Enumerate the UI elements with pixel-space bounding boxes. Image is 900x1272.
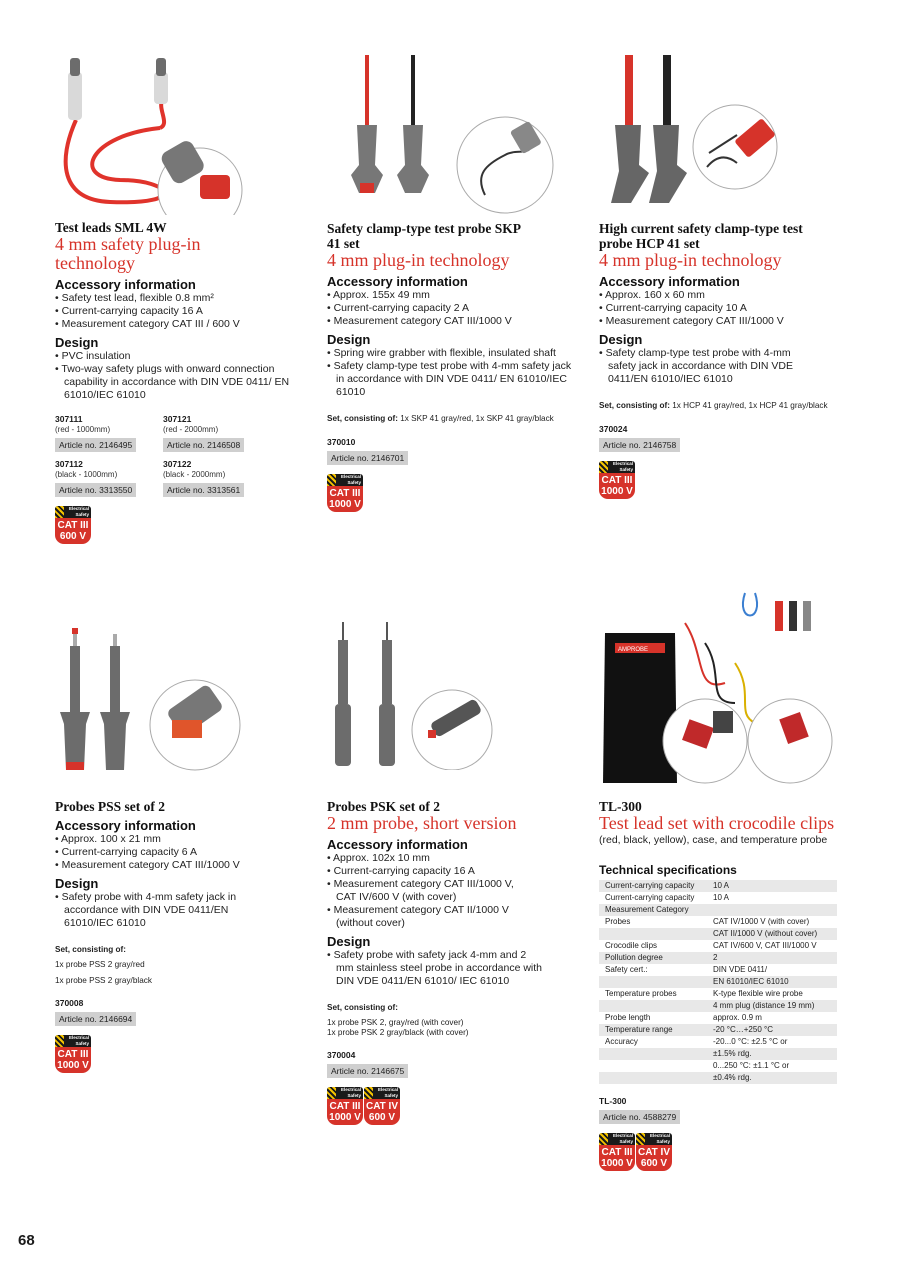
spec-value: -20 °C…+250 °C	[707, 1024, 837, 1036]
spec-row	[599, 976, 837, 988]
design-list	[599, 347, 799, 386]
product-sml4w	[55, 220, 305, 544]
badge-cat: CAT III	[57, 1049, 89, 1060]
design-list	[55, 350, 305, 402]
list-item: • Two-way safety plugs with onward connection capability in accordance with DIN VDE 0411/ EN 61010/IEC 61010	[55, 363, 305, 402]
spec-label	[599, 1060, 707, 1072]
product-pss	[55, 799, 295, 1073]
article-number: Article no. 2146495	[55, 438, 136, 452]
design-list	[327, 347, 572, 399]
spec-value: 10 A	[707, 880, 837, 892]
list-item: • Current-carrying capacity 6 A	[55, 846, 295, 859]
spec-row	[599, 880, 837, 892]
order-code: 370024	[599, 424, 628, 434]
spec-label	[599, 1000, 707, 1012]
article-number: Article no. 2146758	[599, 438, 680, 452]
safety-badge: Electrical Safety CAT III 1000 V	[599, 1133, 635, 1171]
design-list	[55, 891, 250, 930]
spec-row	[599, 1072, 837, 1084]
list-item: • Current-carrying capacity 10 A	[599, 302, 839, 315]
list-item: • Measurement category CAT II/1000 V (without cover)	[327, 904, 527, 930]
spec-row	[599, 952, 837, 964]
list-item: • Current-carrying capacity 2 A	[327, 302, 572, 315]
list-item: • Measurement category CAT III/1000 V	[55, 859, 295, 872]
accessory-list	[599, 289, 839, 328]
product-subtitle: 4 mm plug-in technology	[327, 250, 510, 270]
list-item: • Measurement category CAT III/1000 V	[327, 315, 572, 328]
design-list	[327, 949, 542, 988]
accessory-list	[55, 833, 295, 872]
spec-label	[599, 928, 707, 940]
design-heading: Design	[599, 332, 643, 347]
set-label: Set, consisting of:	[327, 1003, 398, 1012]
badge-cat: CAT III	[601, 475, 633, 486]
spec-value: 2	[707, 952, 837, 964]
order-code-block	[163, 414, 271, 453]
spec-value: 4 mm plug (distance 19 mm)	[707, 1000, 837, 1012]
product-name: Safety clamp-type test probe SKP 41 set	[327, 221, 521, 251]
spec-label: Probes	[605, 917, 631, 926]
badge-cat: CAT III	[57, 520, 89, 531]
safety-badges	[599, 461, 839, 499]
spec-label: Probe length	[605, 1013, 651, 1022]
order-code: 370004	[327, 1050, 356, 1060]
spec-value	[707, 904, 837, 916]
spec-label: Accuracy	[605, 1037, 638, 1046]
spec-row	[599, 1060, 837, 1072]
badge-volt: 600 V	[640, 1158, 668, 1169]
design-heading: Design	[55, 335, 99, 350]
safety-badges	[55, 1035, 295, 1073]
spec-value: EN 61010/IEC 61010	[707, 976, 837, 988]
spec-value: 0...250 °C: ±1.1 °C or	[713, 1061, 790, 1070]
badge-cat: CAT III	[601, 1147, 633, 1158]
badge-cat: CAT III	[329, 1101, 361, 1112]
badge-volt: 600 V	[59, 531, 87, 542]
product-skp41	[327, 221, 572, 512]
spec-value: DIN VDE 0411/	[713, 965, 768, 974]
spec-label: Measurement Category	[599, 904, 707, 916]
spec-value: 10 A	[713, 893, 730, 902]
list-item: • Approx. 100 x 21 mm	[55, 833, 295, 846]
spec-heading: Technical specifications	[599, 863, 737, 877]
spec-row	[599, 1012, 837, 1024]
product-subtitle: 4 mm safety plug-in technology	[55, 234, 201, 273]
article-number: Article no. 3313550	[55, 483, 136, 497]
safety-badge: Electrical Safety CAT III 1000 V	[55, 1035, 91, 1073]
pss-probes-image	[60, 620, 245, 780]
case-label: AMPROBE	[618, 647, 649, 653]
article-number: Article no. 4588279	[599, 1110, 680, 1124]
list-item: • Measurement category CAT III/1000 V, CAT IV/600 V (with cover)	[327, 878, 527, 904]
spec-value: approx. 0.9 m	[713, 1013, 762, 1022]
badge-volt: 1000 V	[601, 1158, 633, 1169]
list-item: • Measurement category CAT III / 600 V	[55, 318, 305, 331]
order-code-block	[55, 459, 163, 498]
spec-value: -20...0 °C: ±2.5 °C or	[713, 1037, 788, 1046]
list-item: • PVC insulation	[55, 350, 305, 363]
page-number: 68	[18, 1232, 35, 1249]
set-item: 1x probe PSK 2 gray/black (with cover)	[327, 1028, 469, 1037]
spec-label	[599, 1072, 707, 1084]
safety-badge: Electrical Safety CAT III 600 V	[55, 506, 91, 544]
product-subtitle: 2 mm probe, short version	[327, 813, 517, 833]
list-item: • Spring wire grabber with flexible, insulated shaft	[327, 347, 572, 360]
order-code: 307121	[163, 414, 192, 424]
list-item: • Approx. 160 x 60 mm	[599, 289, 839, 302]
product-description: (red, black, yellow), case, and temperature probe	[599, 834, 828, 846]
order-code: TL-300	[599, 1096, 627, 1106]
set-item: 1x probe PSK 2, gray/red (with cover)	[327, 1018, 464, 1027]
accessory-heading: Accessory information	[55, 277, 196, 292]
spec-label: Crocodile clips	[605, 941, 658, 950]
spec-table	[599, 880, 837, 1084]
article-number: Article no. 2146694	[55, 1012, 136, 1026]
tl300-kit-image	[595, 583, 840, 793]
article-number: Article no. 3313561	[163, 483, 244, 497]
spec-label: Temperature range	[599, 1024, 707, 1036]
badge-cat: CAT III	[329, 488, 361, 499]
list-item: • Safety probe with safety jack 4-mm and 2 mm stainless steel probe in accordance with DIN VDE 0411/EN 61010/ IEC 61010	[327, 949, 542, 988]
safety-badge: Electrical Safety CAT III 1000 V	[327, 474, 363, 512]
test-leads-image	[50, 50, 250, 215]
list-item: • Safety probe with 4-mm safety jack in accordance with DIN VDE 0411/EN 61010/IEC 61010	[55, 891, 250, 930]
order-code: 370008	[55, 998, 84, 1008]
accessory-list	[55, 292, 305, 331]
psk-probes-image	[330, 620, 500, 770]
badge-volt: 1000 V	[329, 1112, 361, 1123]
product-name: Probes PSK set of 2	[327, 799, 440, 814]
spec-value: ±1.5% rdg.	[707, 1048, 837, 1060]
article-number: Article no. 2146701	[327, 451, 408, 465]
order-codes	[55, 414, 305, 498]
safety-badge: Electrical Safety CAT III 1000 V	[599, 461, 635, 499]
set-label: Set, consisting of:	[55, 945, 126, 954]
spec-label: Pollution degree	[599, 952, 707, 964]
product-subtitle: Test lead set with crocodile clips	[599, 813, 835, 833]
badge-volt: 1000 V	[329, 499, 361, 510]
accessory-list	[327, 852, 527, 930]
badge-volt: 1000 V	[57, 1060, 89, 1071]
spec-label: Current-carrying capacity	[605, 893, 695, 902]
spec-row	[599, 892, 837, 904]
set-contents: Set, consisting of: 1x HCP 41 gray/red, 1x HCP 41 gray/black	[599, 401, 828, 410]
order-code: 370010	[327, 437, 356, 447]
accessory-heading: Accessory information	[327, 274, 468, 289]
set-item: 1x probe PSS 2 gray/black	[55, 976, 152, 985]
spec-value: ±0.4% rdg.	[707, 1072, 837, 1084]
list-item: • Safety clamp-type test probe with 4-mm safety jack in accordance with DIN VDE 0411/EN 61010/IEC 61010	[599, 347, 799, 386]
spec-label	[599, 976, 707, 988]
order-note: (black - 2000mm)	[163, 470, 226, 479]
spec-row	[599, 940, 837, 952]
product-name: TL-300	[599, 799, 642, 814]
design-heading: Design	[327, 934, 371, 949]
safety-badge: Electrical Safety CAT IV 600 V	[365, 1087, 399, 1123]
set-item: 1x probe PSS 2 gray/red	[55, 960, 145, 969]
spec-row	[599, 1000, 837, 1012]
badge-volt: 1000 V	[601, 486, 633, 497]
spec-value: CAT II/1000 V (without cover)	[707, 928, 837, 940]
list-item: • Safety clamp-type test probe with 4-mm safety jack in accordance with DIN VDE 0411/ EN 61010/IEC 61010	[327, 360, 572, 399]
spec-value: K-type flexible wire probe	[713, 989, 803, 998]
safety-badges	[327, 474, 572, 512]
spec-label: Safety cert.:	[605, 965, 648, 974]
product-name: Test leads SML 4W	[55, 220, 167, 235]
spec-row	[599, 1048, 837, 1060]
spec-value: CAT IV/600 V, CAT III/1000 V	[713, 941, 817, 950]
spec-row	[599, 988, 837, 1000]
order-note: (black - 1000mm)	[55, 470, 118, 479]
set-contents: Set, consisting of: 1x SKP 41 gray/red, 1x SKP 41 gray/black	[327, 414, 554, 423]
product-tl300	[599, 799, 841, 1171]
accessory-list	[327, 289, 572, 328]
clamp-probe-image	[335, 55, 560, 215]
spec-label: Temperature probes	[605, 989, 677, 998]
list-item: • Current-carrying capacity 16 A	[55, 305, 305, 318]
spec-label: Current-carrying capacity	[599, 880, 707, 892]
list-item: • Approx. 102x 10 mm	[327, 852, 527, 865]
safety-badges	[599, 1133, 841, 1171]
order-code: 307112	[55, 459, 83, 469]
safety-badges	[327, 1087, 567, 1125]
accessory-heading: Accessory information	[599, 274, 740, 289]
spec-row	[599, 1024, 837, 1036]
order-note: (red - 2000mm)	[163, 425, 219, 434]
article-number: Article no. 2146675	[327, 1064, 408, 1078]
order-code: 307122	[163, 459, 192, 469]
spec-row	[599, 904, 837, 916]
design-heading: Design	[327, 332, 371, 347]
list-item: • Safety test lead, flexible 0.8 mm²	[55, 292, 305, 305]
product-name: Probes PSS set of 2	[55, 799, 165, 814]
article-number: Article no. 2146508	[163, 438, 244, 452]
spec-row	[599, 1036, 837, 1048]
product-name: High current safety clamp-type test probe HCP 41 set	[599, 221, 803, 251]
order-note: (red - 1000mm)	[55, 425, 111, 434]
product-psk	[327, 799, 567, 1125]
high-current-probe-image	[597, 55, 787, 215]
spec-row	[599, 964, 837, 976]
spec-value: CAT IV/1000 V (with cover)	[713, 917, 810, 926]
order-code: 307111	[55, 414, 83, 424]
spec-label	[599, 1048, 707, 1060]
accessory-heading: Accessory information	[55, 818, 196, 833]
list-item: • Current-carrying capacity 16 A	[327, 865, 527, 878]
spec-row	[599, 916, 837, 928]
list-item: • Measurement category CAT III/1000 V	[599, 315, 839, 328]
order-code-block	[55, 414, 163, 453]
safety-badge: Electrical Safety CAT III 1000 V	[327, 1087, 363, 1125]
accessory-heading: Accessory information	[327, 837, 468, 852]
order-code-block	[163, 459, 271, 498]
design-heading: Design	[55, 876, 99, 891]
spec-row	[599, 928, 837, 940]
list-item: • Approx. 155x 49 mm	[327, 289, 572, 302]
safety-badge: Electrical Safety CAT IV 600 V	[637, 1133, 671, 1169]
product-subtitle: 4 mm plug-in technology	[599, 250, 782, 270]
product-hcp41	[599, 221, 839, 499]
safety-badges	[55, 506, 305, 544]
badge-cat: CAT IV	[365, 1101, 399, 1112]
badge-volt: 600 V	[368, 1112, 396, 1123]
badge-cat: CAT IV	[637, 1147, 671, 1158]
